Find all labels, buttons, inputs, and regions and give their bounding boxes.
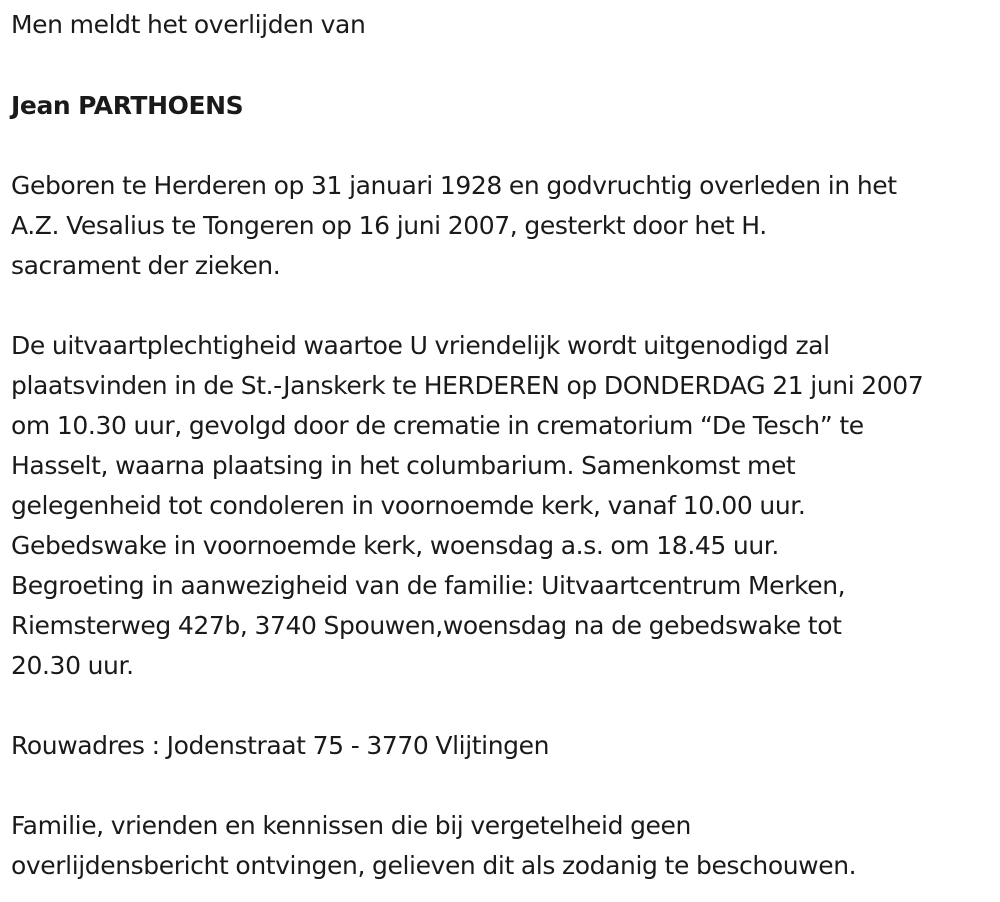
- paragraph-line: Begroeting in aanwezigheid van de familie: Uitvaartcentrum Merken,: [11, 571, 846, 600]
- paragraph-line: Hasselt, waarna plaatsing in het columbarium. Samenkomst met: [11, 451, 796, 480]
- paragraph-line: sacrament der zieken.: [11, 251, 281, 280]
- paragraph-line: plaatsvinden in de St.-Janskerk te HERDEREN op DONDERDAG 21 juni 2007: [11, 371, 924, 400]
- intro-line: Men meldt het overlijden van: [11, 10, 366, 39]
- mourning-address: Rouwadres : Jodenstraat 75 - 3770 Vlijtingen: [11, 731, 550, 760]
- paragraph-line: 20.30 uur.: [11, 651, 134, 680]
- paragraph-line: Familie, vrienden en kennissen die bij vergetelheid geen: [11, 811, 691, 840]
- paragraph-line: Riemsterweg 427b, 3740 Spouwen,woensdag na de gebedswake tot: [11, 611, 842, 640]
- deceased-name: Jean PARTHOENS: [11, 91, 244, 120]
- paragraph-line: Gebedswake in voornoemde kerk, woensdag a.s. om 18.45 uur.: [11, 531, 779, 560]
- paragraph-line: om 10.30 uur, gevolgd door de crematie in crematorium “De Tesch” te: [11, 411, 864, 440]
- paragraph-line: De uitvaartplechtigheid waartoe U vriendelijk wordt uitgenodigd zal: [11, 331, 830, 360]
- paragraph-line: overlijdensbericht ontvingen, gelieven dit als zodanig te beschouwen.: [11, 851, 857, 880]
- paragraph-line: Geboren te Herderen op 31 januari 1928 en godvruchtig overleden in het: [11, 171, 897, 200]
- paragraph-line: A.Z. Vesalius te Tongeren op 16 juni 2007, gesterkt door het H.: [11, 211, 767, 240]
- paragraph-line: gelegenheid tot condoleren in voornoemde kerk, vanaf 10.00 uur.: [11, 491, 806, 520]
